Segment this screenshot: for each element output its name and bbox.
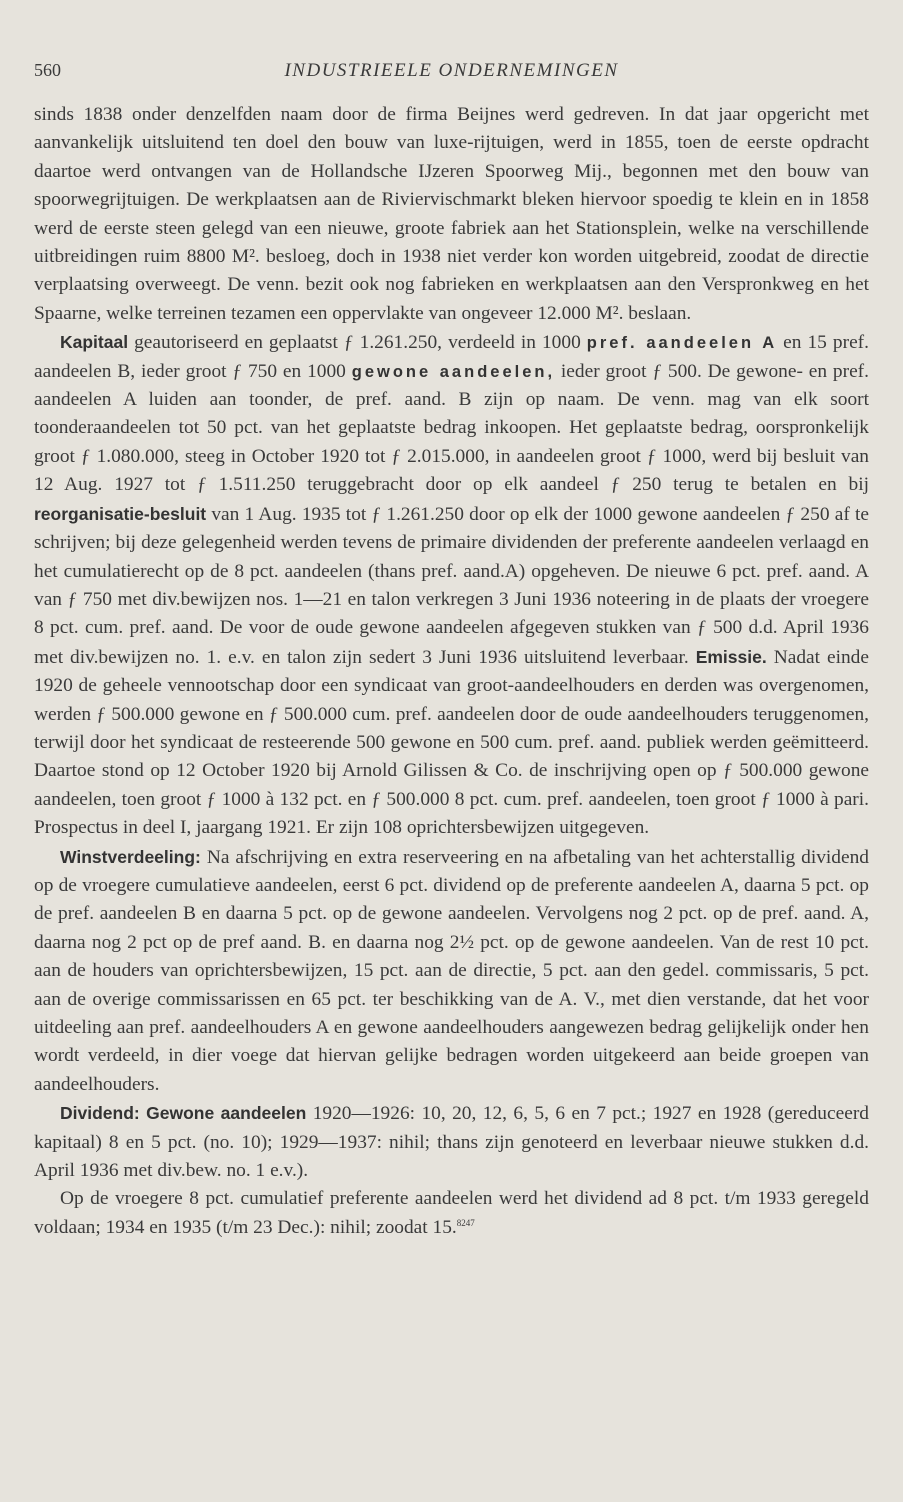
footnote-marker: 8247 <box>456 1217 475 1228</box>
keyword-dividend: Dividend: Gewone aandeelen <box>60 1103 307 1124</box>
keyword-winstverdeeling: Winstverdeeling: <box>60 846 201 867</box>
paragraph-cumulatief <box>34 1185 869 1242</box>
text-segment: geautoriseerd en geplaatst ƒ 1.261.250, verdeeld in 1000 <box>128 332 587 354</box>
paragraph-history: sinds 1838 onder denzelfden naam door de firma Beijnes werd gedreven. In dat jaar opgericht met aanvankelijk uitsluitend ten doel den bouw van luxe-rijtuigen, werd in 1855, toen de eerste opdracht daartoe werd ontvangen van de Hollandsche IJzeren Spoorweg Mij., begonnen met den bouw van spoorwegrijtuigen. De werkplaatsen aan de Riviervischmarkt bleken hiervoor spoedig te klein en in 1858 werd de eerste steen gelegd van een nieuwe, groote fabriek aan het Stationsplein, welke na verschillende uitbreidingen ruim 8800 M². besloeg, doch in 1938 niet verder kon worden uitgebreid, zoodat de directie verplaatsing overweegt. De venn. bezit ook nog fabrieken en werkplaatsen aan den Verspronkweg en het Spaarne, welke terreinen tezamen een oppervlakte van ongeveer 12.000 M². beslaan. <box>34 104 869 324</box>
running-head: INDUSTRIEELE ONDERNEMINGEN <box>284 60 619 81</box>
paragraph-dividend <box>34 1099 869 1185</box>
keyword-reorganisatie: reorganisatie-besluit <box>34 503 207 524</box>
spaced-term-gewone-aandeelen: gewone aandeelen, <box>351 362 556 381</box>
text-segment: ieder groot ƒ 500. De gewone- en pref. aandeelen A luiden aan toonder, de pref. aand. B zijn op naam. De venn. mag van elk soort toonderaandeelen tot 50 pct. van het geplaatste bedrag inkoopen. Het geplaatste bedrag, oorspronkelijk groot ƒ 1.080.000, steeg in October 1920 tot ƒ 2.015.000, in aandeelen groot ƒ 1000, werd bij besluit van 12 Aug. 1927 tot ƒ 1.511.250 teruggebracht door op elk aandeel ƒ 250 terug te betalen en bij <box>34 360 869 496</box>
text-segment: van 1 Aug. 1935 tot ƒ 1.261.250 door op elk der 1000 gewone aandeelen ƒ 250 af te schrijven; bij deze gelegenheid werden tevens de primaire dividenden der preferente aandeelen verlaagd en het cumulatierecht op de 8 pct. aandeelen (thans pref. aand.A) opgeheven. De nieuwe 6 pct. pref. aand. A van ƒ 750 met div.bewijzen nos. 1—21 en talon verkregen 3 Juni 1936 noteering in de plaats der vroegere 8 pct. cum. pref. aand. De voor de oude gewone aandeelen afgegeven stukken van ƒ 500 d.d. April 1936 met div.bewijzen no. 1. e.v. en talon zijn sedert 3 Juni 1936 uitsluitend leverbaar. <box>34 503 869 668</box>
keyword-kapitaal: Kapitaal <box>60 332 129 353</box>
paragraph-winstverdeeling <box>34 843 869 1100</box>
page-number: 560 <box>34 60 61 80</box>
text-segment: Na afschrijving en extra reserveering en na afbetaling van het achterstallig dividend op de vroegere cumulatieve aandeelen, eerst 6 pct. dividend op de preferente aandeelen A, daarna 5 pct. op de pref. aandeelen B en daarna 5 pct. op de gewone aandeelen. Vervolgens nog 2 pct. op de pref. aand. A, daarna nog 2 pct op de pref aand. B. en daarna nog 2½ pct. op de gewone aandeelen. Van de rest 10 pct. aan de houders van oprichtersbewijzen, 15 pct. aan de directie, 5 pct. aan den gedel. commissaris, 5 pct. aan de overige commissarissen en 65 pct. ter beschikking van de A. V., met dien verstande, dat het voor uitdeeling aan pref. aandeelhouders A en gewone aandeelhouders aangewezen bedrag gelijkelijk onder hen wordt verdeeld, in dier voege dat hiervan gelijke bedragen worden uitgekeerd aan beide groepen van aandeelhouders. <box>34 846 869 1095</box>
page-header <box>34 60 869 92</box>
paragraph-kapitaal <box>34 328 869 842</box>
text-segment: en 15 pref. aandeelen B, ieder groot ƒ 750 en 1000 <box>34 332 869 382</box>
text-segment: Op de vroegere 8 pct. cumulatief preferente aandeelen werd het dividend ad 8 pct. t/m 1933 geregeld voldaan; 1934 en 1935 (t/m 23 Dec.): nihil; zoodat 15. <box>34 1188 869 1238</box>
spaced-term-pref-aandeelen: pref. aandeelen A <box>586 334 778 353</box>
text-segment: Nadat einde 1920 de geheele vennootschap door een syndicaat van groot-aandeelhouders en derden was overgenomen, werden ƒ 500.000 gewone en ƒ 500.000 cum. pref. aandeelen door de oude aandeelhouders teruggenomen, terwijl door het syndicaat de resteerende 500 gewone en 500 cum. pref. aand. publiek werden geëmitteerd. Daartoe stond op 12 October 1920 bij Arnold Gilissen & Co. de inschrijving open op ƒ 500.000 gewone aandeelen, toen groot ƒ 1000 à 132 pct. en ƒ 500.000 8 pct. cum. pref. aandeelen, toen groot ƒ 1000 à pari. Prospectus in deel I, jaargang 1921. Er zijn 108 oprichtersbewijzen uitgegeven. <box>34 646 869 839</box>
text-segment: 1920—1926: 10, 20, 12, 6, 5, 6 en 7 pct.; 1927 en 1928 (gereduceerd kapitaal) 8 en 5 pct. (no. 10); 1929—1937: nihil; thans zijn genoteerd en leverbaar nieuwe stukken d.d. April 1936 met div.bew. no. 1 e.v.). <box>34 1103 869 1182</box>
keyword-emissie: Emissie. <box>695 646 767 667</box>
page-body <box>34 101 869 1242</box>
